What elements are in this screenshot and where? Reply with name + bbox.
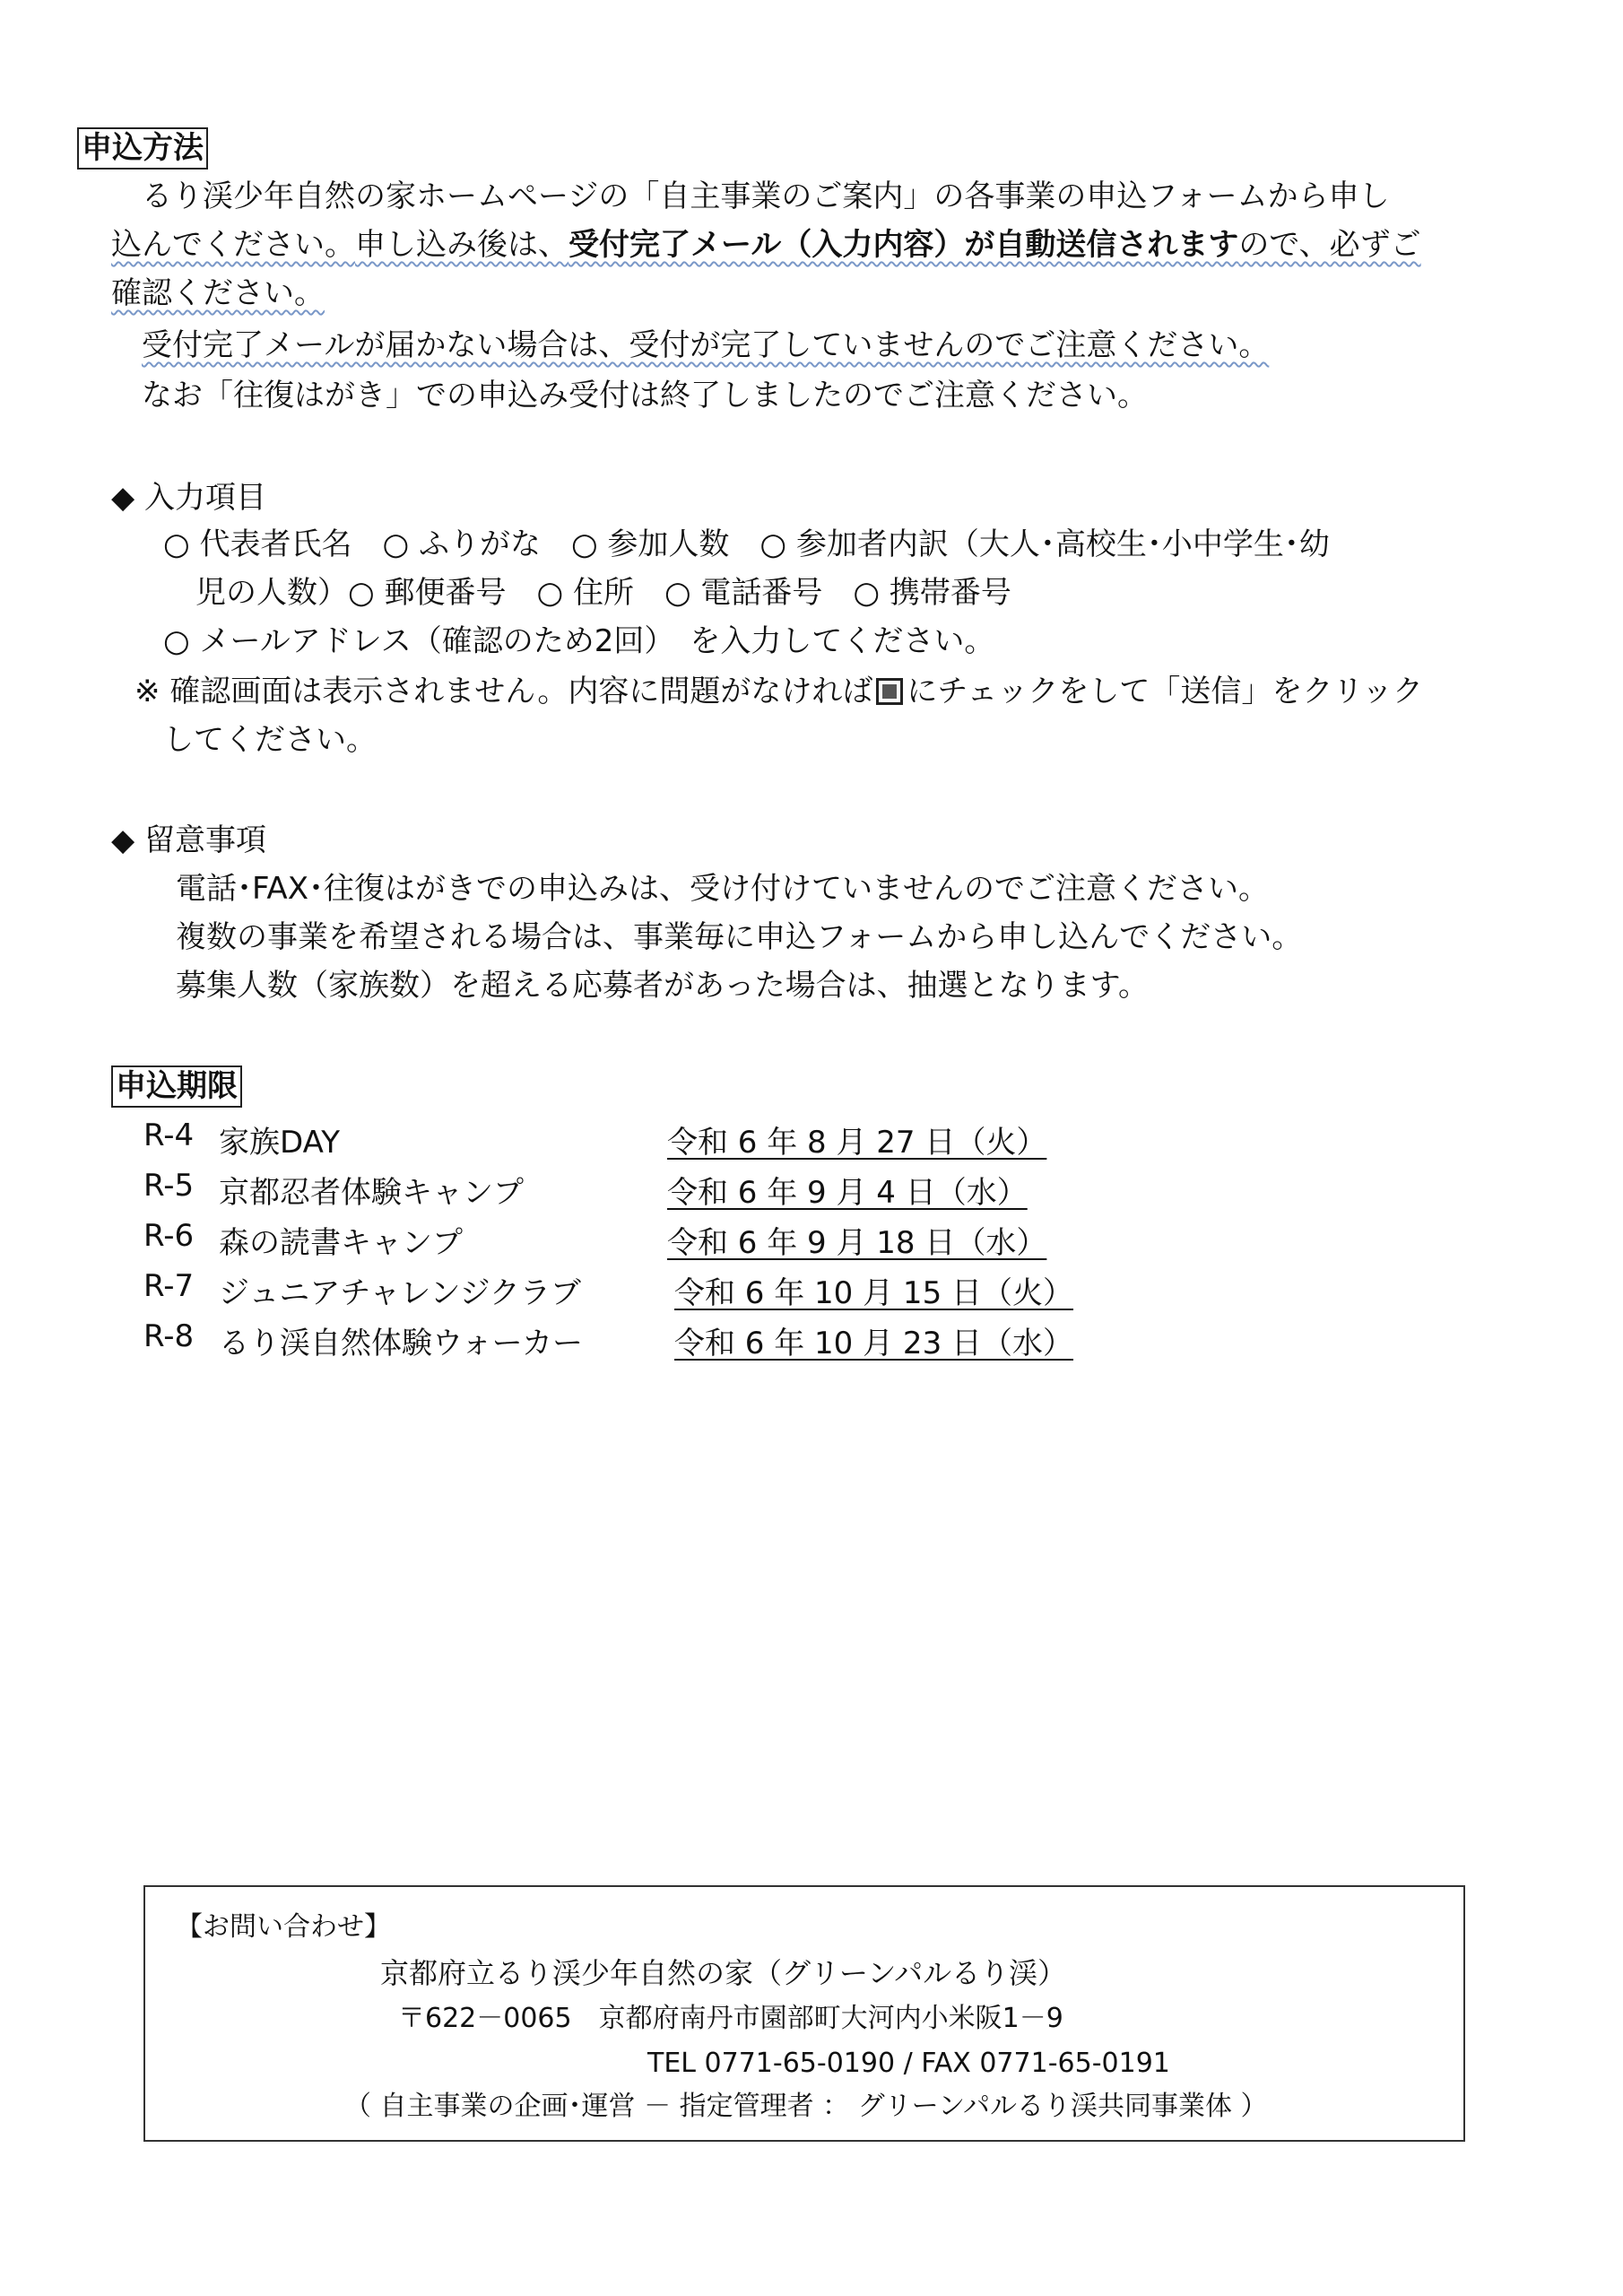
deadline-event: ジュニアチャレンジクラブ	[219, 1275, 581, 1311]
apply-text-segment: 込んでください。	[111, 227, 355, 263]
apply-postcard-notice: なお「往復はがき」での申込み受付は終了しましたのでご注意ください。	[142, 378, 1148, 413]
apply-paragraph-line2	[111, 226, 1421, 265]
checkbox-icon	[876, 678, 903, 705]
input-items-line3: ○ メールアドレス（確認のため2回） を入力してください。	[163, 623, 995, 659]
notes-line1: 電話･FAX･往復はがきでの申込みは、受け付けていませんのでご注意ください。	[176, 871, 1269, 907]
contact-title: 【お問い合わせ】	[176, 1911, 391, 1943]
deadline-code: R-7	[143, 1268, 195, 1304]
deadline-heading: 申込期限	[111, 1065, 242, 1108]
input-items-heading: ◆ 入力項目	[111, 480, 266, 516]
deadline-code: R-5	[143, 1168, 195, 1204]
contact-address: 〒622－0065 京都府南丹市園部町大河内小米阪1－9	[398, 2003, 1063, 2034]
notes-heading: ◆ 留意事項	[111, 822, 266, 858]
apply-heading: 申込方法	[77, 127, 208, 170]
input-items-line2: 児の人数）○ 郵便番号 ○ 住所 ○ 電話番号 ○ 携帯番号	[195, 575, 1011, 611]
deadline-code: R-6	[143, 1218, 195, 1254]
input-items-note-cont: してください。	[163, 722, 377, 758]
deadline-event: るり渓自然体験ウォーカー	[219, 1326, 583, 1361]
input-items-note	[135, 673, 1423, 711]
input-items-line1: ○ 代表者氏名 ○ ふりがな ○ 参加人数 ○ 参加者内訳（大人･高校生･小中学生･幼	[163, 526, 1330, 562]
deadline-code: R-4	[143, 1118, 195, 1153]
notes-line2: 複数の事業を希望される場合は、事業毎に申込フォームから申し込んでください。	[176, 919, 1303, 955]
auto-mail-notice: 受付完了メール（入力内容）が自動送信されます	[568, 227, 1239, 263]
deadline-code: R-8	[143, 1318, 195, 1354]
deadline-date: 令和 6 年 10 月 15 日（火）	[674, 1275, 1074, 1311]
note-text: ※ 確認画面は表示されません。内容に問題がなければ	[135, 674, 873, 709]
deadline-event: 京都忍者体験キャンプ	[219, 1175, 524, 1211]
contact-box	[143, 1885, 1465, 2142]
apply-warning: 受付完了メールが届かない場合は、受付が完了していませんのでご注意ください。	[142, 327, 1270, 363]
deadline-date: 令和 6 年 9 月 18 日（水）	[667, 1225, 1047, 1261]
contact-organization: 京都府立るり渓少年自然の家（グリーンパルるり渓）	[380, 1956, 1067, 1990]
deadline-date: 令和 6 年 8 月 27 日（火）	[667, 1125, 1047, 1161]
deadline-event: 森の読書キャンプ	[219, 1225, 463, 1261]
deadline-event: 家族DAY	[219, 1125, 340, 1161]
apply-text-segment: 申し込み後は、	[355, 227, 568, 263]
contact-operator: （ 自主事業の企画･運営 － 指定管理者 ： グリーンパルるり渓共同事業体 ）	[344, 2091, 1268, 2122]
apply-paragraph-line1: るり渓少年自然の家ホームページの「自主事業のご案内」の各事業の申込フォームから申し	[142, 178, 1390, 214]
deadline-date: 令和 6 年 10 月 23 日（水）	[674, 1326, 1074, 1361]
deadline-date: 令和 6 年 9 月 4 日（水）	[667, 1175, 1028, 1211]
note-text: にチェックをして「送信」をクリック	[907, 674, 1423, 709]
notes-line3: 募集人数（家族数）を超える応募者があった場合は、抽選となります。	[176, 968, 1149, 1004]
apply-text-segment: ので、必ずご	[1238, 227, 1421, 263]
apply-paragraph-line3: 確認ください。	[111, 275, 325, 311]
contact-phone-fax: TEL 0771-65-0190 / FAX 0771-65-0191	[647, 2048, 1170, 2079]
